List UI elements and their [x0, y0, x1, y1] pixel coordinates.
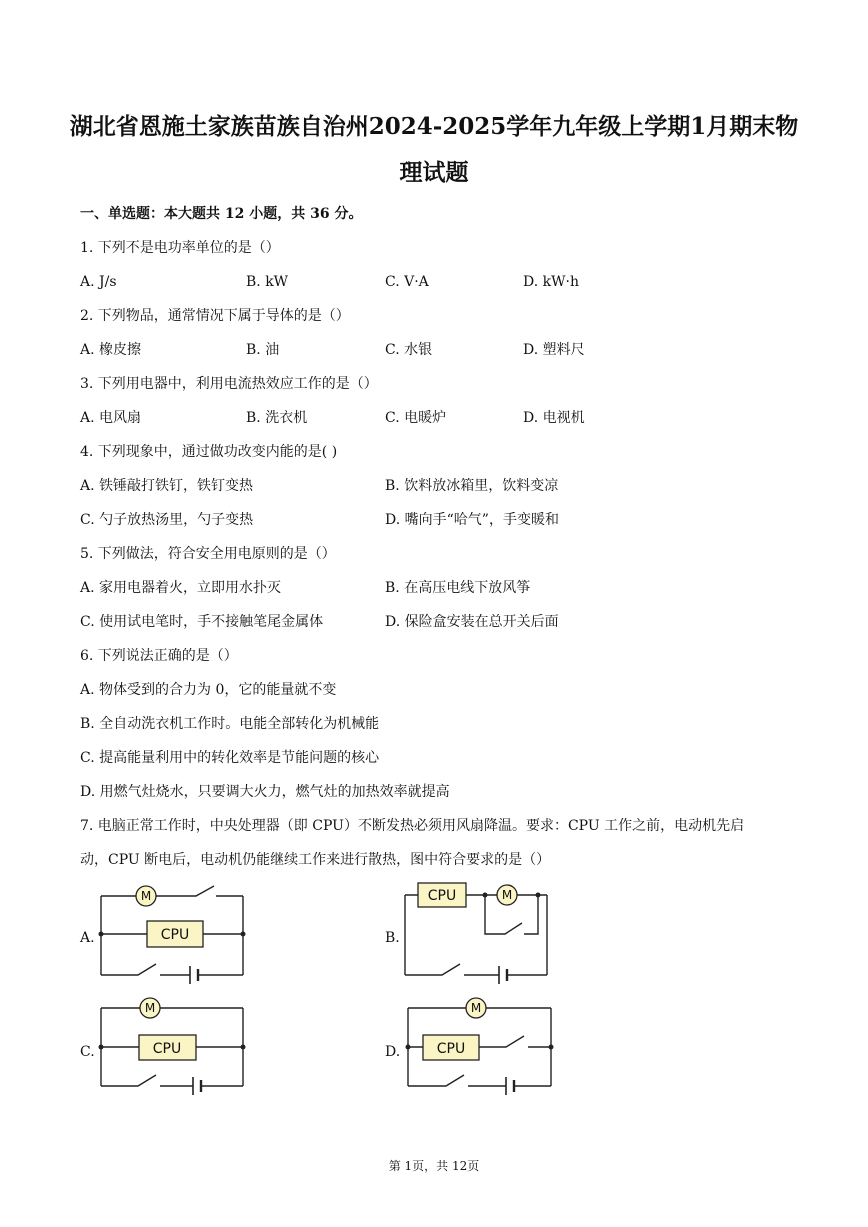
question-2-option-b: B. 油: [246, 342, 280, 358]
question-2-stem: 2. 下列物品，通常情况下属于导体的是（）: [80, 308, 350, 324]
circuit-d: [385, 998, 554, 1095]
question-1-option-b: B. kW: [246, 274, 289, 290]
section-heading: 一、单选题：本大题共 12 小题，共 36 分。: [80, 206, 363, 222]
question-4-option-b: B. 饮料放冰箱里，饮料变凉: [385, 478, 559, 494]
question-4-stem: 4. 下列现象中，通过做功改变内能的是( ): [80, 444, 338, 460]
question-3-option-c: C. 电暖炉: [385, 410, 447, 426]
question-3-option-a: A. 电风扇: [80, 410, 142, 426]
circuit-b: [385, 883, 547, 984]
question-2-option-d: D. 塑料尺: [523, 342, 585, 358]
circuit-b-cpu-label: CPU: [427, 888, 457, 904]
question-6-stem: 6. 下列说法正确的是（）: [80, 648, 238, 664]
question-4-option-a: A. 铁锤敲打铁钉，铁钉变热: [80, 478, 254, 494]
circuit-c: [80, 998, 246, 1095]
circuit-a: [79, 886, 246, 984]
question-5-option-a: A. 家用电器着火，立即用水扑灭: [80, 580, 282, 596]
question-3-stem: 3. 下列用电器中，利用电流热效应工作的是（）: [80, 376, 378, 392]
circuit-a-motor-label: M: [140, 889, 152, 903]
document-title-line2: 理试题: [399, 159, 469, 186]
question-6-option-a: A. 物体受到的合力为 0，它的能量就不变: [80, 682, 337, 698]
circuit-c-motor-label: M: [144, 1001, 156, 1015]
circuit-d-label: D.: [385, 1044, 401, 1060]
circuit-c-cpu-label: CPU: [152, 1041, 182, 1057]
question-1-stem: 1. 下列不是电功率单位的是（）: [80, 240, 280, 256]
question-7-stem-line2: 动，CPU 断电后，电动机仍能继续工作来进行散热，图中符合要求的是（）: [80, 852, 551, 868]
question-5-option-d: D. 保险盒安装在总开关后面: [385, 614, 559, 630]
question-1-option-a: A. J/s: [80, 274, 117, 290]
circuit-d-motor-label: M: [470, 1001, 482, 1015]
document-title-line1: 湖北省恩施土家族苗族自治州2024-2025学年九年级上学期1月期末物: [69, 113, 799, 140]
question-5-option-b: B. 在高压电线下放风筝: [385, 580, 531, 596]
question-5-stem: 5. 下列做法，符合安全用电原则的是（）: [80, 546, 336, 562]
circuit-a-cpu-label: CPU: [160, 927, 190, 943]
circuit-c-label: C.: [80, 1044, 95, 1060]
question-6-option-b: B. 全自动洗衣机工作时。电能全部转化为机械能: [80, 716, 380, 732]
circuit-d-cpu-label: CPU: [436, 1041, 466, 1057]
question-6-option-d: D. 用燃气灶烧水，只要调大火力，燃气灶的加热效率就提高: [80, 784, 450, 800]
question-3-option-b: B. 洗衣机: [246, 410, 308, 426]
circuit-a-label: A.: [80, 930, 95, 946]
question-1-option-c: C. V·A: [385, 274, 429, 290]
question-1-option-d: D. kW·h: [523, 274, 579, 290]
circuit-b-label: B.: [385, 930, 400, 946]
circuit-b-motor-label: M: [501, 888, 513, 902]
question-2-option-a: A. 橡皮擦: [80, 342, 142, 358]
question-4-option-d: D. 嘴向手“哈气”，手变暖和: [385, 512, 559, 528]
page-footer: 第 1页，共 12页: [388, 1159, 480, 1173]
question-4-option-c: C. 勺子放热汤里，勺子变热: [80, 512, 254, 528]
question-2-option-c: C. 水银: [385, 342, 433, 358]
question-6-option-c: C. 提高能量利用中的转化效率是节能问题的核心: [80, 750, 380, 766]
question-5-option-c: C. 使用试电笔时，手不接触笔尾金属体: [80, 614, 324, 630]
question-7-stem-line1: 7. 电脑正常工作时，中央处理器（即 CPU）不断发热必须用风扇降温。要求：CPU 工作之前，电动机先启: [80, 818, 745, 834]
question-3-option-d: D. 电视机: [523, 410, 585, 426]
